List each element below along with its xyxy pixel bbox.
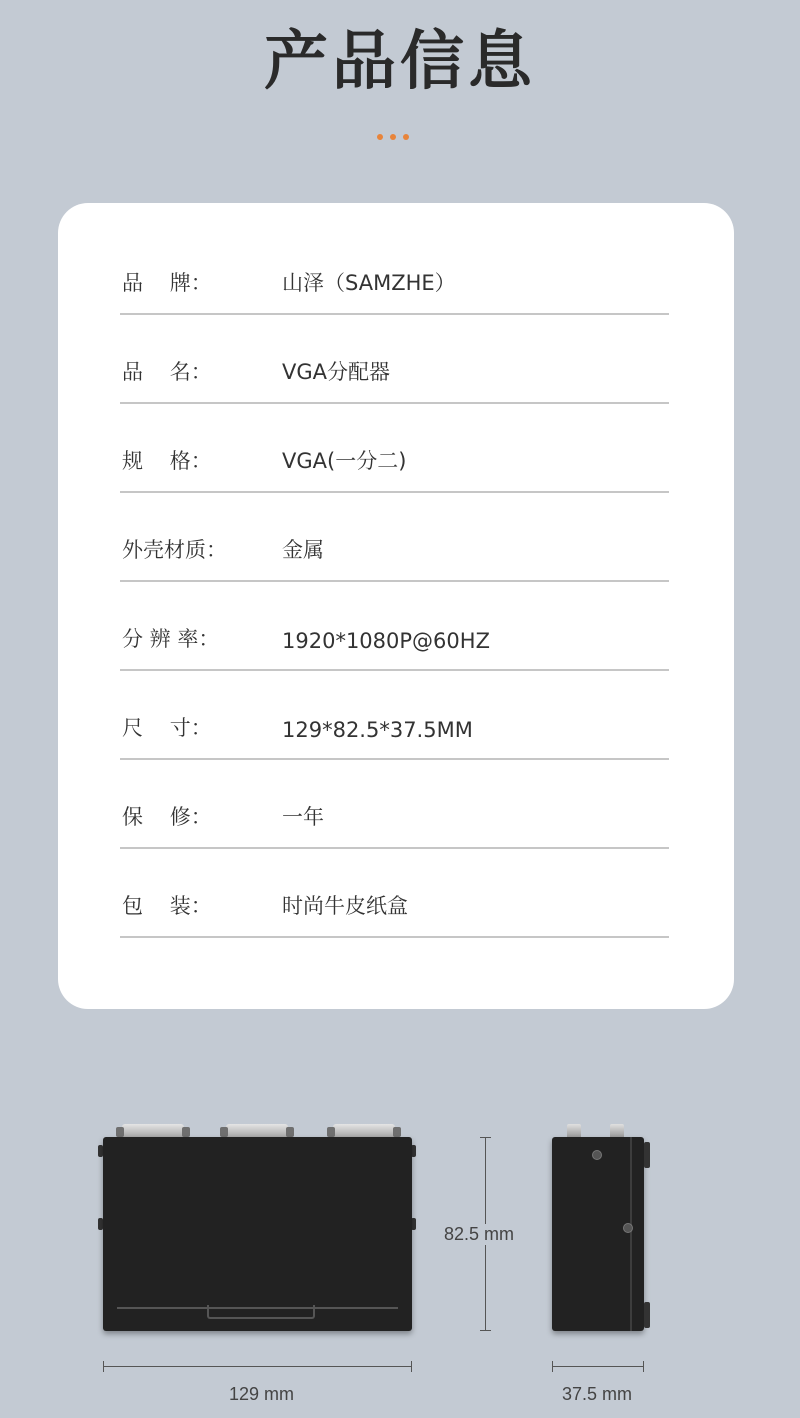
page-title: 产品信息 — [264, 25, 536, 99]
spec-value: 一年 — [282, 805, 324, 829]
spec-label: 尺 寸： — [122, 716, 212, 740]
decorative-dots — [377, 134, 417, 142]
height-dimension-label: 82.5 mm — [444, 1224, 515, 1244]
spec-row-warranty — [120, 760, 669, 849]
knob-icon — [644, 1142, 650, 1168]
spec-label: 品 名： — [122, 360, 212, 384]
spec-row-packaging — [120, 849, 669, 938]
spec-label: 保 修： — [122, 805, 212, 829]
knob-icon — [644, 1302, 650, 1328]
product-front-view — [103, 1137, 412, 1331]
depth-dimension-line — [552, 1366, 644, 1367]
spec-value: 129*82.5*37.5MM — [282, 718, 473, 742]
spec-value: 金属 — [282, 538, 324, 562]
spec-value: VGA(一分二) — [282, 449, 407, 473]
width-dimension-label: 129 mm — [229, 1384, 295, 1404]
spec-card — [58, 203, 734, 1009]
spec-value: 山泽（SAMZHE） — [282, 271, 456, 295]
spec-value: VGA分配器 — [282, 360, 391, 384]
spec-row-brand — [120, 226, 669, 315]
spec-row-name — [120, 315, 669, 404]
depth-dimension-label: 37.5 mm — [562, 1384, 633, 1404]
spec-value: 1920*1080P@60HZ — [282, 629, 490, 653]
spec-label: 规 格： — [122, 449, 212, 473]
spec-row-spec — [120, 404, 669, 493]
spec-row-size — [120, 671, 669, 760]
spec-value: 时尚牛皮纸盒 — [282, 894, 408, 918]
spec-row-resolution — [120, 582, 669, 671]
spec-label: 包 装： — [122, 894, 212, 918]
product-side-view — [552, 1137, 644, 1331]
spec-label: 分 辨 率： — [122, 627, 220, 651]
width-dimension-line — [103, 1366, 412, 1367]
spec-row-material — [120, 493, 669, 582]
spec-label: 外壳材质： — [122, 538, 227, 562]
spec-label: 品 牌： — [122, 271, 212, 295]
